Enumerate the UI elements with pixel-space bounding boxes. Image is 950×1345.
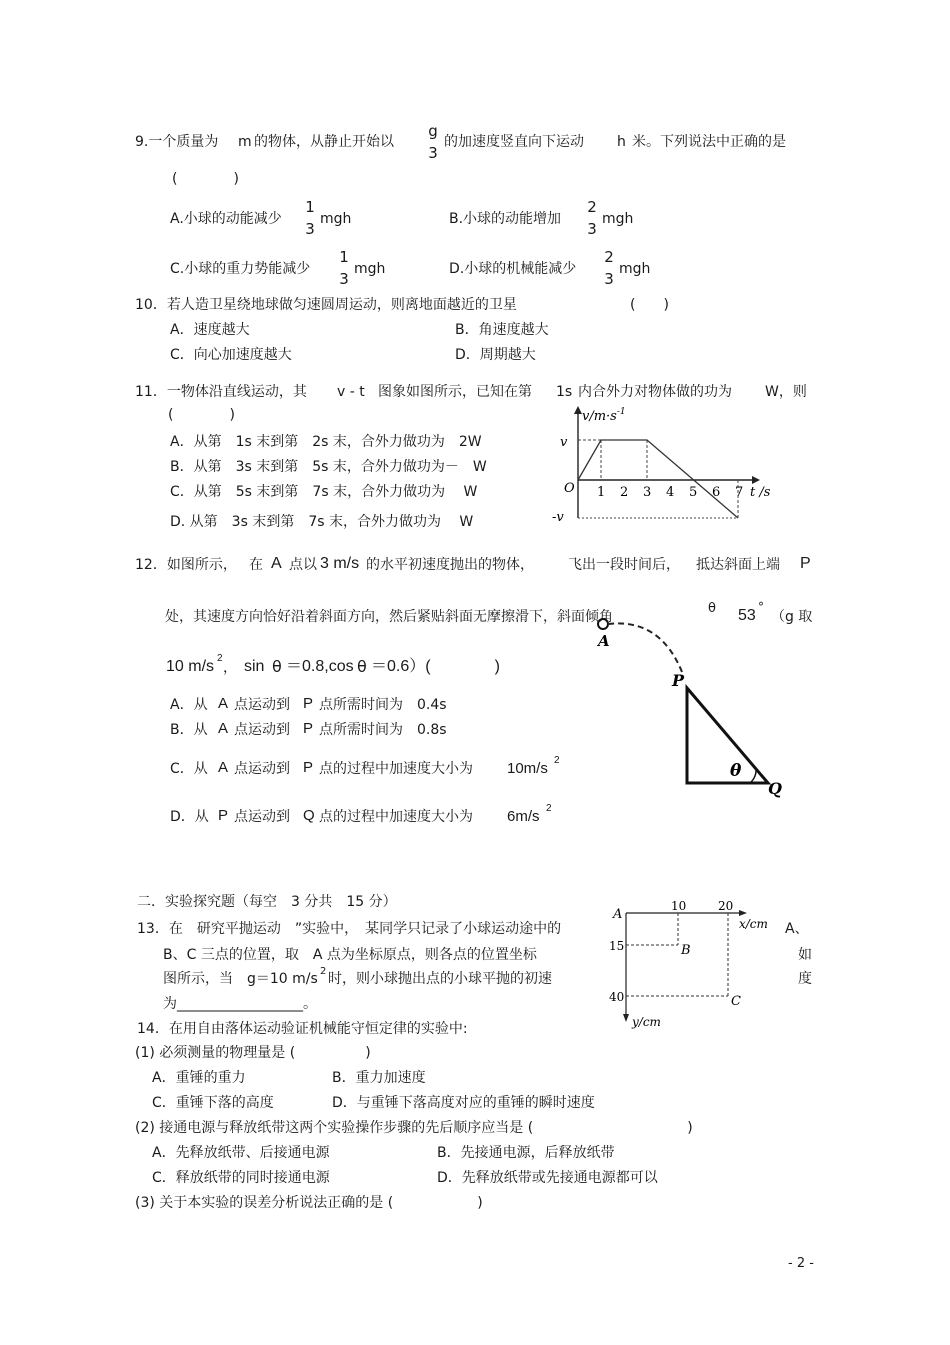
q12-b-3: 点运动到	[234, 722, 290, 738]
q12-stem-d: 的水平初速度抛出的物体，	[366, 557, 534, 573]
q13-line1-tail: A、	[785, 921, 809, 937]
q12-a-3: 点运动到	[234, 697, 290, 713]
q12-d-4: Q	[303, 807, 315, 824]
q9-c-label: C.小球的重力势能减少	[170, 261, 311, 277]
q11-paren: ( )	[168, 407, 235, 423]
q14-p1-option-c: C．重锤下落的高度	[152, 1095, 274, 1111]
q10-option-c: C．向心加速度越大	[170, 347, 292, 363]
q12-stem-b: 在	[249, 557, 263, 573]
q13-line3-b: 时，则小球抛出点的小球平抛的初速	[328, 971, 552, 987]
fig-trajectory	[608, 623, 682, 672]
vt-negv-label: -v	[552, 510, 564, 525]
q13-answer-blank: 为__________________。	[163, 996, 317, 1012]
q14-p2-option-a: A．先释放纸带、后接通电源	[152, 1145, 330, 1161]
q9-b-fraction	[584, 198, 600, 238]
vt-tick-5: 5	[689, 485, 698, 500]
vt-x-axis-arrow	[752, 476, 760, 484]
q12-b-1: B．从	[170, 722, 208, 738]
fig13-xlabel: x/cm	[739, 917, 768, 931]
q14-part1: (1) 必须测量的物理量是 ( )	[135, 1045, 371, 1061]
q12-c-5: 点的过程中加速度大小为	[319, 761, 473, 777]
q12-d-3: 点运动到	[234, 809, 290, 825]
q9-b-label: B.小球的动能增加	[449, 211, 562, 227]
q9-a-fraction	[302, 198, 318, 238]
q9-frac-den: 3	[428, 144, 438, 162]
q12-g-value: 10 m/s	[166, 658, 215, 675]
vt-origin: O	[564, 481, 575, 496]
q12-degree: °	[758, 600, 764, 614]
q13-line3-tail: 度	[798, 971, 812, 987]
q9-c-fraction	[336, 248, 352, 288]
q12-c-sup: 2	[554, 755, 560, 766]
q13-line3-sup: 2	[320, 966, 327, 977]
q9-fraction-g-over-3	[425, 122, 441, 162]
q14-part3: (3) 关于本实验的误差分析说法正确的是 ( )	[135, 1195, 483, 1211]
q12-b-4: P	[303, 720, 314, 737]
q12-d-sup: 2	[546, 803, 552, 814]
q9-text-a: 9.一个质量为	[135, 134, 219, 150]
q12-b-2: A	[218, 720, 229, 737]
q12-comma: ，	[223, 660, 237, 676]
q14-part2: (2) 接通电源与释放纸带这两个实验操作步骤的先后顺序应当是 ( )	[135, 1120, 693, 1136]
q14-stem: 14．在用自由落体运动验证机械能守恒定律的实验中:	[137, 1021, 468, 1037]
fig-label-Q: Q	[768, 779, 782, 798]
fig-label-P: P	[672, 671, 685, 690]
fig13-label-A: A	[613, 907, 623, 922]
q9-a-den: 3	[305, 220, 315, 238]
vt-y-axis-arrow	[574, 406, 582, 414]
fig13-tick-10: 10	[671, 899, 687, 913]
q9-frac-num: g	[428, 122, 438, 140]
q12-a-2: A	[218, 695, 229, 712]
vt-tick-3: 3	[643, 485, 652, 500]
vt-tick-7: 7	[735, 485, 744, 500]
q12-sin-theta: θ	[272, 657, 282, 676]
fig13-x-arrow	[739, 910, 747, 916]
q12-speed: 3 m/s	[320, 555, 360, 572]
fig13-label-B: B	[681, 943, 691, 958]
fig-label-theta: θ	[730, 761, 742, 781]
q9-text-c: 的加速度竖直向下运动	[444, 134, 584, 150]
q12-c-3: 点运动到	[234, 761, 290, 777]
q11-1s: 1s	[556, 384, 573, 400]
q12-cos: ＝0.8,cos	[286, 658, 354, 675]
q9-answer-paren: ( )	[172, 171, 239, 187]
q12-c-6: 10m/s	[507, 760, 548, 777]
q12-line2-text: 处，其速度方向恰好沿着斜面方向，然后紧贴斜面无摩擦滑下，斜面倾角	[165, 609, 613, 625]
vt-v-label: v	[560, 435, 568, 450]
q9-c-num: 1	[339, 248, 349, 266]
q9-var-h: h	[617, 134, 626, 150]
q12-angle: 53	[738, 607, 756, 624]
section-2-title: 二．实验探究题（每空 3 分共 15 分）	[137, 894, 397, 910]
q10-paren: ( )	[630, 297, 669, 313]
q9-b-num: 2	[587, 198, 597, 216]
fig13-ylabel: y/cm	[632, 1015, 661, 1029]
fig13-tick-40: 40	[609, 990, 625, 1004]
q9-b-den: 3	[587, 220, 597, 238]
q9-text-d: 米。下列说法中正确的是	[632, 134, 786, 150]
q11-vt: v - t	[337, 384, 365, 400]
vt-tick-1: 1	[597, 485, 606, 500]
vt-xlabel: t /s	[750, 485, 771, 500]
q14-p1-option-b: B．重力加速度	[332, 1070, 426, 1086]
q9-text-b: 的物体，从静止开始以	[254, 134, 394, 150]
q12-c-1: C．从	[170, 761, 208, 777]
q9-a-tail: mgh	[320, 211, 352, 227]
q12-incline-figure	[590, 610, 790, 800]
q12-a-4: P	[303, 695, 314, 712]
q12-stem-e: 飞出一段时间后，	[568, 557, 680, 573]
q12-d-5: 点的过程中加速度大小为	[319, 809, 473, 825]
vt-tick-labels	[597, 485, 743, 500]
q9-var-m: m	[238, 134, 252, 150]
q11-option-b: B．从第 3s 末到第 5s 末，合外力做功为－ W	[170, 459, 487, 475]
q10-option-a: A．速度越大	[170, 322, 250, 338]
q13-line2-tail: 如	[798, 947, 812, 963]
vt-ylabel: $v/m\cdot s^{-1}$	[582, 407, 626, 424]
q11-option-d: D. 从第 3s 末到第 7s 末，合外力做功为 W	[170, 514, 474, 530]
q13-line3-a: 图所示，当 g＝10 m/s	[163, 971, 318, 987]
fig13-tick-15: 15	[609, 939, 625, 953]
q13-line2: B、C 三点的位置，取 A 点为坐标原点，则各点的位置坐标	[163, 947, 537, 963]
q9-d-label: D.小球的机械能减少	[449, 261, 577, 277]
vt-tick-2: 2	[620, 485, 629, 500]
q9-d-tail: mgh	[619, 261, 651, 277]
q14-p2-option-d: D．先释放纸带或先接通电源都可以	[437, 1170, 658, 1186]
q10-option-b: B．角速度越大	[455, 322, 549, 338]
q9-a-num: 1	[305, 198, 315, 216]
q12-c-4: P	[303, 759, 314, 776]
q9-c-tail: mgh	[354, 261, 386, 277]
q12-point-A: A	[271, 555, 282, 572]
q12-g-take: （g 取	[771, 609, 813, 625]
q14-p2-option-c: C．释放纸带的同时接通电源	[152, 1170, 330, 1186]
q12-d-2: P	[218, 807, 229, 824]
q12-g-sup: 2	[217, 653, 223, 664]
q12-d-6: 6m/s	[507, 808, 540, 825]
q11-stem-a: 11．一物体沿直线运动，其	[135, 384, 307, 400]
q11-option-c: C．从第 5s 末到第 7s 末，合外力做功为 W	[170, 484, 478, 500]
q13-coordinate-figure	[605, 895, 785, 1035]
fig-point-A-circle	[598, 619, 608, 629]
q9-d-fraction	[601, 248, 617, 288]
q12-a-1: A．从	[170, 697, 208, 713]
q12-a-5: 点所需时间为 0.4s	[319, 697, 447, 713]
q9-a-label: A.小球的动能减少	[170, 211, 282, 227]
q10-stem: 10．若人造卫星绕地球做匀速圆周运动，则离地面越近的卫星	[135, 297, 517, 313]
q10-option-d: D．周期越大	[455, 347, 536, 363]
q9-c-den: 3	[339, 270, 349, 288]
q11-stem-c: 内合外力对物体做的功为	[578, 384, 732, 400]
q14-p1-option-a: A．重锤的重力	[152, 1070, 246, 1086]
q12-cos-theta: θ	[357, 657, 367, 676]
fig13-label-C: C	[731, 994, 741, 1009]
q14-p1-option-d: D．与重锤下落高度对应的重锤的瞬时速度	[332, 1095, 595, 1111]
q12-d-1: D．从	[170, 809, 209, 825]
q12-stem-f: 抵达斜面上端	[696, 557, 780, 573]
q12-point-P: P	[800, 555, 811, 572]
fig13-tick-20: 20	[718, 899, 734, 913]
vt-tick-6: 6	[712, 485, 721, 500]
vt-velocity-line	[578, 440, 738, 518]
fig-label-A: A	[598, 632, 610, 650]
q12-sin: sin	[244, 658, 265, 675]
q11-vt-graph	[550, 400, 790, 530]
q9-d-den: 3	[604, 270, 614, 288]
q12-b-5: 点所需时间为 0.8s	[319, 722, 447, 738]
q11-stem-b: 图象如图所示，已知在第	[378, 384, 532, 400]
q11-W: W，则	[765, 384, 807, 400]
q9-b-tail: mgh	[602, 211, 634, 227]
q12-theta: θ	[708, 601, 716, 616]
q12-line3-tail: ＝0.6）( )	[371, 658, 500, 675]
q13-line1: 13．在 研究平抛运动 ”实验中， 某同学只记录了小球运动途中的	[137, 921, 562, 937]
q9-d-num: 2	[604, 248, 614, 266]
q12-stem-c: 点以	[289, 557, 317, 573]
q11-option-a: A．从第 1s 末到第 2s 末，合外力做功为 2W	[170, 434, 482, 450]
q12-stem-a: 12．如图所示，	[135, 557, 237, 573]
page-number: - 2 -	[788, 1256, 814, 1271]
q12-c-2: A	[218, 759, 229, 776]
q14-p2-option-b: B．先接通电源，后释放纸带	[437, 1145, 615, 1161]
fig-angle-arc	[750, 768, 756, 783]
fig13-y-arrow	[623, 1014, 629, 1022]
vt-tick-4: 4	[666, 485, 675, 500]
